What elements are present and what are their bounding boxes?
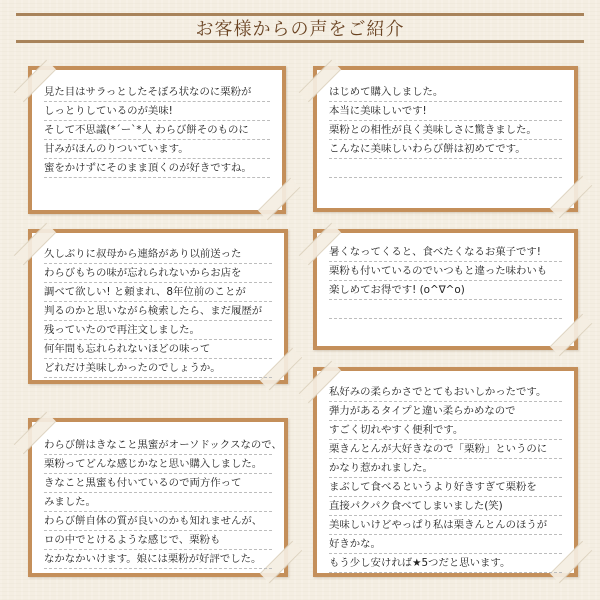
review-line [329, 300, 562, 319]
review-line: ロの中でとけるような感じで、栗粉も [44, 531, 272, 550]
review-line: 判るのかと思いながら検索したら、まだ履歴が [44, 302, 272, 321]
tape-decoration [258, 178, 300, 220]
review-line: しっとりしているのが美味! [44, 102, 270, 121]
review-line: まぶして食べるというより好きすぎて栗粉を [329, 478, 562, 497]
review-line: 甘みがほんのりついています。 [44, 140, 270, 159]
review-line: わらび餅はきなこと黒蜜がオーソドックスなので、 [44, 436, 272, 455]
review-card-5 [28, 418, 288, 577]
review-line: きなこと黒蜜も付いているので両方作って [44, 474, 272, 493]
review-line: 暑くなってくると、食べたくなるお菓子です! [329, 243, 562, 262]
section-header [16, 13, 584, 43]
tape-decoration [550, 314, 592, 356]
review-line: もう少し安ければ★5つだと思います。 [329, 554, 562, 573]
review-line: みました。 [44, 493, 272, 512]
review-line: かなり惹かれました。 [329, 459, 562, 478]
review-line: どれだけ美味しかったのでしょうか。 [44, 359, 272, 378]
review-line: わらびもちの味が忘れられないからお店を [44, 264, 272, 283]
review-line: 直接パクパク食べてしまいました(笑) [329, 497, 562, 516]
review-line: 本当に美味しいです! [329, 102, 562, 121]
review-line: こんなに美味しいわらび餅は初めてです。 [329, 140, 562, 159]
tape-decoration [550, 176, 592, 218]
review-line: わらび餅自体の質が良いのかも知れませんが、 [44, 512, 272, 531]
review-card-1 [28, 66, 286, 214]
page-title: お客様からの声をご紹介 [195, 19, 405, 40]
review-line: 私好みの柔らかさでとてもおいしかったです。 [329, 383, 562, 402]
review-card-6 [313, 367, 578, 577]
review-line: 好きかな。 [329, 535, 562, 554]
review-line: 見た目はサラっとしたそぼろ状なのに栗粉が [44, 83, 270, 102]
review-line: 残っていたので再注文しました。 [44, 321, 272, 340]
review-line: そして不思議(*´ー`*人 わらび餅そのものに [44, 121, 270, 140]
review-line: 楽しめてお得です! (o^∇^o) [329, 281, 562, 300]
review-line: 栗粉も付いているのでいつもと違った味わいも [329, 262, 562, 281]
review-line: 久しぶりに叔母から連絡があり以前送った [44, 245, 272, 264]
review-line: 栗きんとんが大好きなので「栗粉」というのに [329, 440, 562, 459]
review-card-2 [313, 66, 578, 212]
review-line: 栗粉との相性が良く美味しさに驚きました。 [329, 121, 562, 140]
review-line: 栗粉ってどんな感じかなと思い購入しました。 [44, 455, 272, 474]
review-line: なかなかいけます。娘には栗粉が好評でした。 [44, 550, 272, 569]
review-line: 蜜をかけずにそのまま頂くのが好きですね。 [44, 159, 270, 178]
review-line [329, 159, 562, 178]
review-line: はじめて購入しました。 [329, 83, 562, 102]
review-line: 何年間も忘れられないほどの味って [44, 340, 272, 359]
review-line: 美味しいけどやっぱり私は栗きんとんのほうが [329, 516, 562, 535]
review-line: すごく切れやすく便利です。 [329, 421, 562, 440]
review-line: 弾力があるタイプと違い柔らかめなので [329, 402, 562, 421]
review-card-3 [28, 229, 288, 384]
review-line: 調べて欲しい! と頼まれ、8年位前のことが [44, 283, 272, 302]
review-card-4 [313, 229, 578, 350]
